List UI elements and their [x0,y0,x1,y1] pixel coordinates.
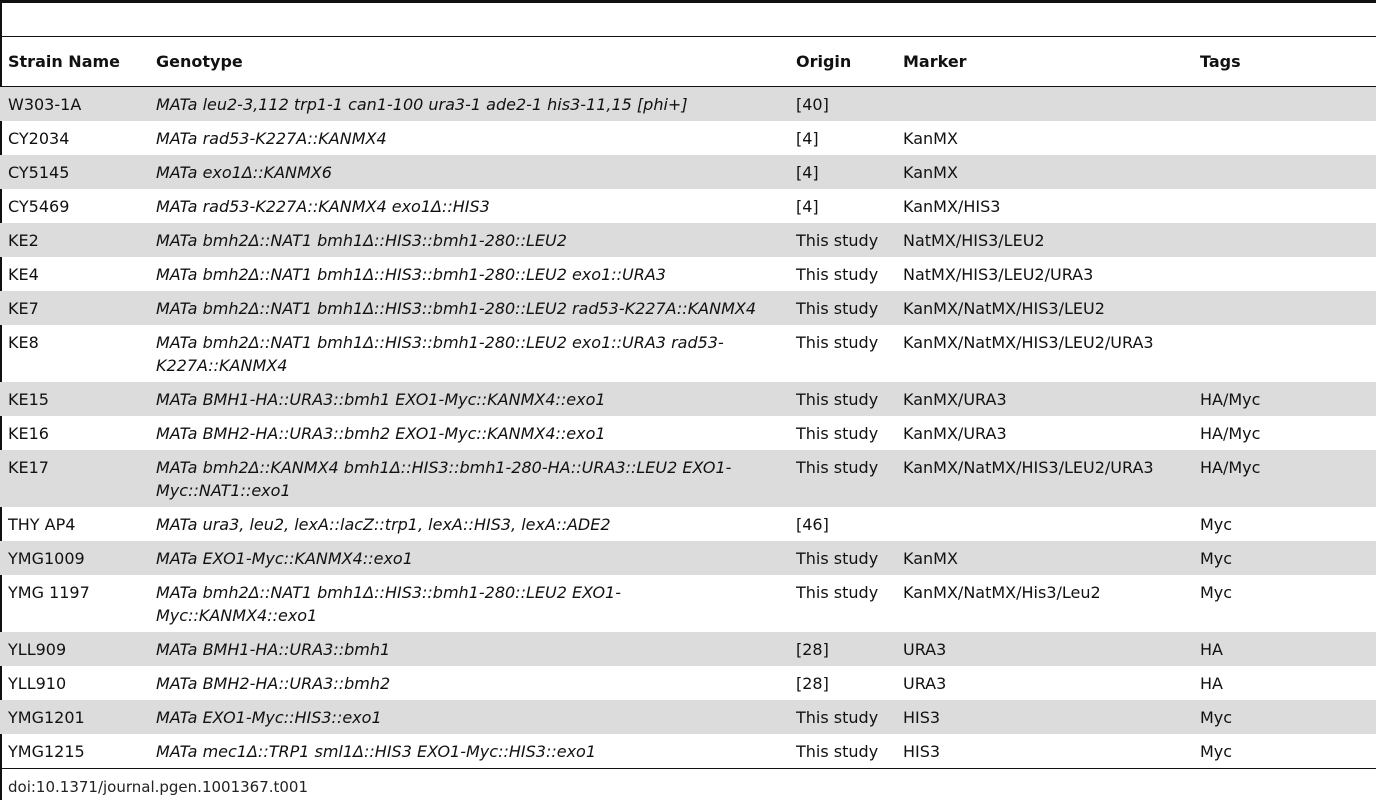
header-origin: Origin [796,52,852,71]
marker-cell: KanMX [903,129,958,148]
origin-cell: [4] [796,129,819,148]
header-marker: Marker [903,52,967,71]
marker-cell: URA3 [903,674,947,693]
origin-cell: This study [788,700,895,734]
tags-cell: HA/Myc [1192,450,1376,507]
genotype-cell: MATa BMH2-HA::URA3::bmh2 [156,674,391,693]
origin-cell: This study [788,450,895,507]
origin-cell: [28] [796,674,829,693]
origin-cell: This study [796,583,879,602]
table-row [0,121,1376,155]
tags-cell: Myc [1200,742,1233,761]
genotype-cell: MATa bmh2Δ::NAT1 bmh1Δ::HIS3::bmh1-280::LEU2 [148,223,788,257]
tags-cell: HA [1200,674,1223,693]
strain-name-cell: KE16 [8,424,49,443]
tags-cell [1192,223,1376,257]
tags-cell: HA/Myc [1192,382,1376,416]
strain-name-cell: W303-1A [0,87,148,122]
table-row [0,541,1376,575]
table-row [0,223,1376,257]
marker-cell: KanMX/URA3 [895,382,1192,416]
strain-name-cell: CY5469 [8,197,70,216]
marker-cell: KanMX/URA3 [903,424,1007,443]
table-row [0,325,1376,382]
table-row [0,155,1376,189]
genotype-cell: MATa bmh2Δ::NAT1 bmh1Δ::HIS3::bmh1-280::LEU2 EXO1-Myc::KANMX4::exo1 [156,583,622,625]
origin-cell: [28] [788,632,895,666]
marker-cell: NatMX/HIS3/LEU2 [895,223,1192,257]
origin-cell: This study [796,333,879,352]
genotype-cell: MATa rad53-K227A::KANMX4 [156,129,387,148]
marker-cell [895,507,1192,541]
table-row [0,700,1376,734]
tags-cell: HA [1192,632,1376,666]
marker-cell: NatMX/HIS3/LEU2/URA3 [903,265,1094,284]
table-row [0,382,1376,416]
header-strain-name: Strain Name [8,52,121,71]
genotype-cell: MATa BMH1-HA::URA3::bmh1 EXO1-Myc::KANMX4::exo1 [148,382,788,416]
genotype-cell: MATa bmh2Δ::NAT1 bmh1Δ::HIS3::bmh1-280::LEU2 rad53-K227A::KANMX4 [148,291,788,325]
marker-cell: KanMX/NatMX/HIS3/LEU2/URA3 [903,333,1154,352]
genotype-cell: MATa EXO1-Myc::KANMX4::exo1 [148,541,788,575]
table-row [0,450,1376,507]
strain-name-cell: KE8 [8,333,39,352]
header-row [0,37,1376,87]
genotype-cell: MATa bmh2Δ::KANMX4 bmh1Δ::HIS3::bmh1-280-HA::URA3::LEU2 EXO1-Myc::NAT1::exo1 [148,450,788,507]
tags-cell [1192,189,1376,223]
strain-name-cell: KE2 [0,223,148,257]
genotype-cell: MATa EXO1-Myc::HIS3::exo1 [148,700,788,734]
table-body [0,87,1376,769]
origin-cell: This study [796,742,879,761]
strain-name-cell: YMG1201 [0,700,148,734]
marker-cell: URA3 [895,632,1192,666]
origin-cell: [4] [788,155,895,189]
genotype-cell: MATa mec1Δ::TRP1 sml1Δ::HIS3 EXO1-Myc::HIS3::exo1 [156,742,596,761]
origin-cell: [4] [796,197,819,216]
genotype-cell: MATa bmh2Δ::NAT1 bmh1Δ::HIS3::bmh1-280::LEU2 exo1::URA3 rad53-K227A::KANMX4 [156,333,724,375]
strain-name-cell: KE4 [8,265,39,284]
strain-name-cell: CY5145 [0,155,148,189]
tags-cell: Myc [1192,541,1376,575]
table-row [0,575,1376,632]
genotype-cell: MATa exo1Δ::KANMX6 [148,155,788,189]
tags-cell: HA/Myc [1200,424,1261,443]
strain-table [0,36,1376,769]
table-row [0,87,1376,122]
header-genotype: Genotype [156,52,243,71]
marker-cell: KanMX/NatMX/His3/Leu2 [903,583,1101,602]
tags-cell [1192,87,1376,122]
table-row [0,666,1376,700]
tags-cell [1192,257,1376,291]
genotype-cell: MATa BMH1-HA::URA3::bmh1 [148,632,788,666]
origin-cell: This study [788,382,895,416]
marker-cell: KanMX/NatMX/HIS3/LEU2 [895,291,1192,325]
strain-name-cell: KE7 [0,291,148,325]
doi-caption[interactable]: doi:10.1371/journal.pgen.1001367.t001 [8,778,309,796]
tags-cell [1192,155,1376,189]
table-row [0,507,1376,541]
table-header [0,37,1376,87]
marker-cell: KanMX [895,155,1192,189]
tags-cell: Myc [1200,515,1233,534]
strain-name-cell: YLL910 [8,674,67,693]
origin-cell: This study [796,265,879,284]
genotype-cell: MATa leu2-3,112 trp1-1 can1-100 ura3-1 ade2-1 his3-11,15 [phi+] [148,87,788,122]
table-row [0,632,1376,666]
strain-name-cell: KE15 [0,382,148,416]
header-tags: Tags [1200,52,1241,71]
marker-cell: HIS3 [903,742,941,761]
genotype-cell: MATa ura3, leu2, lexA::lacZ::trp1, lexA::HIS3, lexA::ADE2 [156,515,611,534]
marker-cell: KanMX [895,541,1192,575]
genotype-cell: MATa bmh2Δ::NAT1 bmh1Δ::HIS3::bmh1-280::LEU2 exo1::URA3 [156,265,666,284]
marker-cell: KanMX/NatMX/HIS3/LEU2/URA3 [895,450,1192,507]
marker-cell [895,87,1192,122]
genotype-cell: MATa BMH2-HA::URA3::bmh2 EXO1-Myc::KANMX4::exo1 [156,424,606,443]
tags-cell [1192,291,1376,325]
table-row [0,734,1376,769]
top-rule [0,0,1376,3]
table-row [0,416,1376,450]
strain-name-cell: YMG1009 [0,541,148,575]
marker-cell: KanMX/HIS3 [903,197,1001,216]
strain-name-cell: THY AP4 [8,515,76,534]
genotype-cell: MATa rad53-K227A::KANMX4 exo1Δ::HIS3 [156,197,490,216]
strain-name-cell: CY2034 [8,129,70,148]
table-row [0,291,1376,325]
strain-name-cell: YMG1215 [8,742,85,761]
table-row [0,189,1376,223]
tags-cell [1192,121,1376,155]
tags-cell: Myc [1192,700,1376,734]
tags-cell [1192,325,1376,382]
tags-cell: Myc [1200,583,1233,602]
origin-cell: [46] [796,515,829,534]
strain-name-cell: YLL909 [0,632,148,666]
marker-cell: HIS3 [895,700,1192,734]
table-row [0,257,1376,291]
origin-cell: This study [788,541,895,575]
strain-name-cell: KE17 [0,450,148,507]
origin-cell: This study [796,424,879,443]
origin-cell: This study [788,291,895,325]
origin-cell: [40] [788,87,895,122]
strain-name-cell: YMG 1197 [8,583,90,602]
origin-cell: This study [788,223,895,257]
